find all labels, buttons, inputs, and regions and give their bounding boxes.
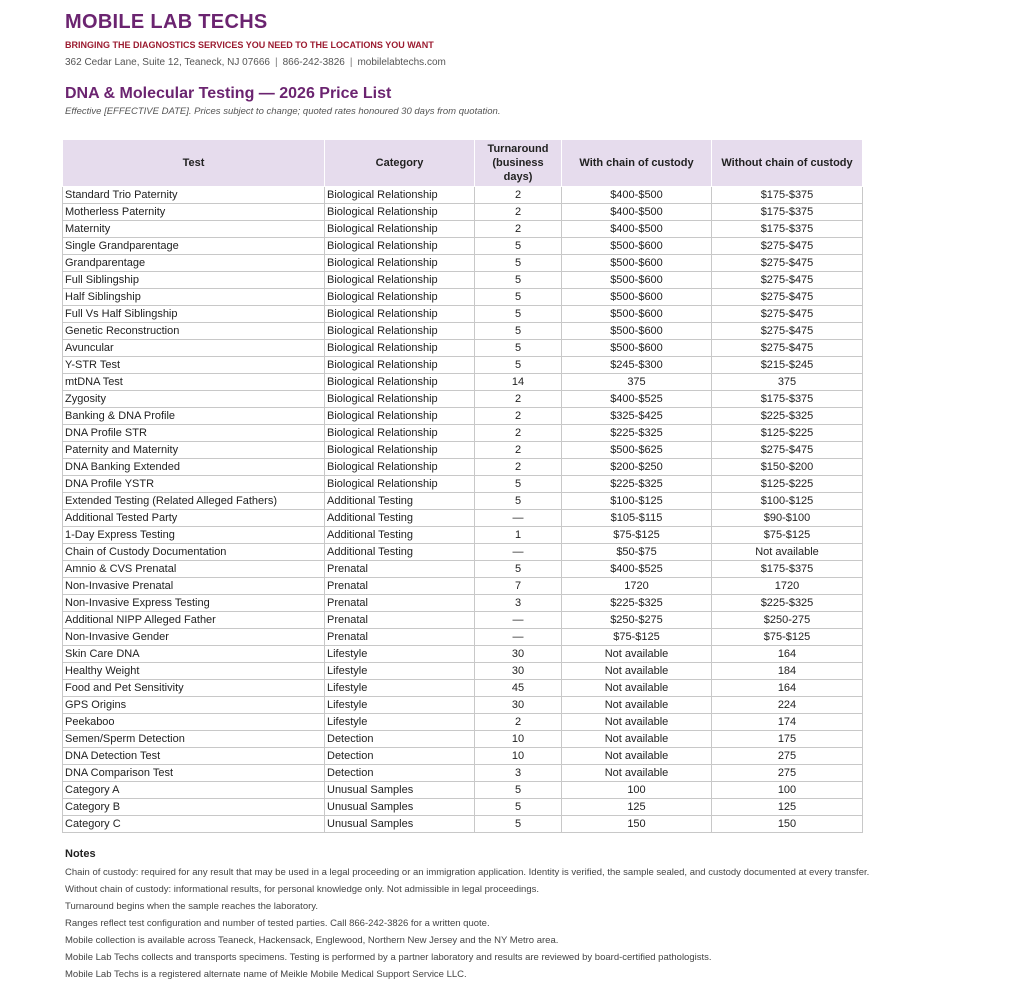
table-header-row [63, 140, 863, 187]
test-name-cell: Non-Invasive Prenatal [63, 578, 325, 595]
without-chain-of-custody-price-cell: 174 [712, 714, 863, 731]
category-cell: Prenatal [325, 595, 475, 612]
table-row [63, 646, 863, 663]
contact-line [65, 56, 1025, 69]
turnaround-cell: 30 [475, 646, 562, 663]
without-chain-of-custody-price-cell: $125-$225 [712, 476, 863, 493]
turnaround-cell: 5 [475, 340, 562, 357]
category-cell: Unusual Samples [325, 782, 475, 799]
turnaround-cell: 2 [475, 459, 562, 476]
without-chain-of-custody-price-cell: $275-$475 [712, 238, 863, 255]
category-cell: Detection [325, 748, 475, 765]
turnaround-cell: — [475, 629, 562, 646]
test-name-cell: GPS Origins [63, 697, 325, 714]
test-name-cell: Full Siblingship [63, 272, 325, 289]
category-cell: Detection [325, 765, 475, 782]
category-cell: Additional Testing [325, 544, 475, 561]
with-chain-of-custody-price-cell: 375 [562, 374, 712, 391]
with-chain-of-custody-price-cell: 100 [562, 782, 712, 799]
table-row [63, 595, 863, 612]
with-chain-of-custody-price-cell: $400-$525 [562, 561, 712, 578]
category-cell: Unusual Samples [325, 816, 475, 833]
with-chain-of-custody-price-cell: Not available [562, 663, 712, 680]
test-name-cell: Avuncular [63, 340, 325, 357]
website-link[interactable]: mobilelabtechs.com [357, 57, 446, 68]
test-name-cell: Category C [63, 816, 325, 833]
turnaround-cell: 30 [475, 697, 562, 714]
without-chain-of-custody-price-cell: 150 [712, 816, 863, 833]
with-chain-of-custody-price-cell: $400-$500 [562, 221, 712, 238]
without-chain-of-custody-price-cell: $275-$475 [712, 255, 863, 272]
table-row [63, 731, 863, 748]
letterhead [65, 10, 1025, 118]
category-cell: Biological Relationship [325, 408, 475, 425]
without-chain-of-custody-price-cell: 375 [712, 374, 863, 391]
test-name-cell: Half Siblingship [63, 289, 325, 306]
test-name-cell: Non-Invasive Express Testing [63, 595, 325, 612]
turnaround-cell: 2 [475, 425, 562, 442]
table-row [63, 476, 863, 493]
with-chain-of-custody-price-cell: $100-$125 [562, 493, 712, 510]
test-name-cell: Standard Trio Paternity [63, 187, 325, 204]
note-item: Turnaround begins when the sample reaches the laboratory. [65, 901, 318, 912]
turnaround-cell: 5 [475, 782, 562, 799]
turnaround-cell: 45 [475, 680, 562, 697]
category-cell: Biological Relationship [325, 357, 475, 374]
table-row [63, 442, 863, 459]
turnaround-cell: 2 [475, 714, 562, 731]
category-cell: Prenatal [325, 612, 475, 629]
table-row [63, 289, 863, 306]
column-header-turnaround: Turnaround (business days) [475, 140, 562, 187]
category-cell: Prenatal [325, 561, 475, 578]
category-cell: Biological Relationship [325, 306, 475, 323]
without-chain-of-custody-price-cell: $175-$375 [712, 187, 863, 204]
turnaround-cell: 2 [475, 442, 562, 459]
without-chain-of-custody-price-cell: $75-$125 [712, 629, 863, 646]
column-header-with-chain-of-custody: With chain of custody [562, 140, 712, 187]
with-chain-of-custody-price-cell: $500-$600 [562, 289, 712, 306]
turnaround-cell: 2 [475, 408, 562, 425]
turnaround-cell: 5 [475, 476, 562, 493]
test-name-cell: Additional NIPP Alleged Father [63, 612, 325, 629]
table-row [63, 391, 863, 408]
with-chain-of-custody-price-cell: $500-$600 [562, 238, 712, 255]
test-name-cell: mtDNA Test [63, 374, 325, 391]
without-chain-of-custody-price-cell: $275-$475 [712, 340, 863, 357]
turnaround-cell: 2 [475, 204, 562, 221]
with-chain-of-custody-price-cell: 125 [562, 799, 712, 816]
with-chain-of-custody-price-cell: $225-$325 [562, 476, 712, 493]
note-item: Ranges reflect test configuration and number of tested parties. Call 866-242-3826 for a written quote. [65, 918, 490, 929]
test-name-cell: Chain of Custody Documentation [63, 544, 325, 561]
without-chain-of-custody-price-cell: 275 [712, 765, 863, 782]
table-row [63, 459, 863, 476]
note-item: Mobile Lab Techs is a registered alternate name of Meikle Mobile Medical Support Service LLC. [65, 969, 467, 980]
table-row [63, 221, 863, 238]
turnaround-cell: 14 [475, 374, 562, 391]
turnaround-cell: 5 [475, 816, 562, 833]
notes-section [65, 847, 1025, 983]
with-chain-of-custody-price-cell: Not available [562, 697, 712, 714]
without-chain-of-custody-price-cell: 275 [712, 748, 863, 765]
with-chain-of-custody-price-cell: $225-$325 [562, 425, 712, 442]
notes-list [65, 864, 1025, 983]
table-row [63, 340, 863, 357]
test-name-cell: DNA Profile STR [63, 425, 325, 442]
without-chain-of-custody-price-cell: $175-$375 [712, 561, 863, 578]
category-cell: Additional Testing [325, 493, 475, 510]
turnaround-cell: 5 [475, 255, 562, 272]
separator: | [274, 57, 278, 68]
table-row [63, 782, 863, 799]
without-chain-of-custody-price-cell: $150-$200 [712, 459, 863, 476]
test-name-cell: DNA Detection Test [63, 748, 325, 765]
turnaround-cell: 3 [475, 595, 562, 612]
test-name-cell: Y-STR Test [63, 357, 325, 374]
category-cell: Prenatal [325, 629, 475, 646]
with-chain-of-custody-price-cell: Not available [562, 646, 712, 663]
company-tagline: BRINGING THE DIAGNOSTICS SERVICES YOU NEED TO THE LOCATIONS YOU WANT [65, 40, 434, 50]
without-chain-of-custody-price-cell: $215-$245 [712, 357, 863, 374]
table-row [63, 697, 863, 714]
table-row [63, 357, 863, 374]
without-chain-of-custody-price-cell: $125-$225 [712, 425, 863, 442]
test-name-cell: Zygosity [63, 391, 325, 408]
turnaround-cell: 5 [475, 306, 562, 323]
test-name-cell: Grandparentage [63, 255, 325, 272]
table-row [63, 204, 863, 221]
category-cell: Additional Testing [325, 510, 475, 527]
test-name-cell: Additional Tested Party [63, 510, 325, 527]
category-cell: Biological Relationship [325, 221, 475, 238]
test-name-cell: Skin Care DNA [63, 646, 325, 663]
table-row [63, 527, 863, 544]
turnaround-cell: 2 [475, 221, 562, 238]
note-item: Mobile collection is available across Teaneck, Hackensack, Englewood, Northern New Jersey and the NY Metro area. [65, 935, 559, 946]
test-name-cell: Extended Testing (Related Alleged Fathers) [63, 493, 325, 510]
table-row [63, 323, 863, 340]
test-name-cell: 1-Day Express Testing [63, 527, 325, 544]
with-chain-of-custody-price-cell: $500-$600 [562, 255, 712, 272]
test-name-cell: DNA Profile YSTR [63, 476, 325, 493]
without-chain-of-custody-price-cell: 164 [712, 646, 863, 663]
category-cell: Biological Relationship [325, 425, 475, 442]
document-subtitle: Effective [EFFECTIVE DATE]. Prices subject to change; quoted rates honoured 30 days from quotation. [65, 106, 501, 117]
turnaround-cell: — [475, 544, 562, 561]
turnaround-cell: 5 [475, 493, 562, 510]
with-chain-of-custody-price-cell: Not available [562, 748, 712, 765]
table-row [63, 510, 863, 527]
note-item: Without chain of custody: informational results, for personal knowledge only. Not admissible in legal proceedings. [65, 884, 540, 895]
test-name-cell: Peekaboo [63, 714, 325, 731]
turnaround-cell: 2 [475, 187, 562, 204]
test-name-cell: Motherless Paternity [63, 204, 325, 221]
without-chain-of-custody-price-cell: 224 [712, 697, 863, 714]
table-row [63, 629, 863, 646]
with-chain-of-custody-price-cell: 150 [562, 816, 712, 833]
without-chain-of-custody-price-cell: $100-$125 [712, 493, 863, 510]
table-row [63, 578, 863, 595]
notes-title: Notes [65, 848, 96, 860]
note-item: Chain of custody: required for any result that may be used in a legal proceeding or an immigration application. Identity is verified, the sample sealed, and custody documented at every transfer. [65, 867, 870, 878]
category-cell: Biological Relationship [325, 272, 475, 289]
without-chain-of-custody-price-cell: $175-$375 [712, 221, 863, 238]
without-chain-of-custody-price-cell: $225-$325 [712, 595, 863, 612]
with-chain-of-custody-price-cell: $250-$275 [562, 612, 712, 629]
table-row [63, 306, 863, 323]
with-chain-of-custody-price-cell: 1720 [562, 578, 712, 595]
document-title: DNA & Molecular Testing — 2026 Price List [65, 85, 392, 102]
with-chain-of-custody-price-cell: $500-$600 [562, 323, 712, 340]
note-item: Mobile Lab Techs collects and transports specimens. Testing is performed by a partner laboratory and results are reviewed by board-certified pathologists. [65, 952, 712, 963]
table-row [63, 272, 863, 289]
turnaround-cell: 5 [475, 799, 562, 816]
turnaround-cell: — [475, 612, 562, 629]
category-cell: Biological Relationship [325, 204, 475, 221]
without-chain-of-custody-price-cell: $90-$100 [712, 510, 863, 527]
table-row [63, 408, 863, 425]
turnaround-cell: 5 [475, 357, 562, 374]
without-chain-of-custody-price-cell: 184 [712, 663, 863, 680]
test-name-cell: Amnio & CVS Prenatal [63, 561, 325, 578]
turnaround-cell: 5 [475, 289, 562, 306]
without-chain-of-custody-price-cell: $275-$475 [712, 289, 863, 306]
without-chain-of-custody-price-cell: $75-$125 [712, 527, 863, 544]
category-cell: Additional Testing [325, 527, 475, 544]
table-row [63, 612, 863, 629]
table-row [63, 374, 863, 391]
company-name: MOBILE LAB TECHS [65, 11, 268, 33]
price-table [62, 139, 863, 833]
turnaround-cell: 10 [475, 731, 562, 748]
category-cell: Prenatal [325, 578, 475, 595]
with-chain-of-custody-price-cell: $400-$500 [562, 187, 712, 204]
test-name-cell: Non-Invasive Gender [63, 629, 325, 646]
phone-number: 866-242-3826 [282, 57, 345, 68]
without-chain-of-custody-price-cell: 175 [712, 731, 863, 748]
with-chain-of-custody-price-cell: $50-$75 [562, 544, 712, 561]
with-chain-of-custody-price-cell: $75-$125 [562, 527, 712, 544]
category-cell: Biological Relationship [325, 255, 475, 272]
test-name-cell: Banking & DNA Profile [63, 408, 325, 425]
table-row [63, 799, 863, 816]
category-cell: Lifestyle [325, 663, 475, 680]
table-row [63, 255, 863, 272]
with-chain-of-custody-price-cell: $75-$125 [562, 629, 712, 646]
with-chain-of-custody-price-cell: $245-$300 [562, 357, 712, 374]
turnaround-cell: 30 [475, 663, 562, 680]
category-cell: Biological Relationship [325, 391, 475, 408]
with-chain-of-custody-price-cell: Not available [562, 680, 712, 697]
category-cell: Biological Relationship [325, 238, 475, 255]
without-chain-of-custody-price-cell: $175-$375 [712, 204, 863, 221]
table-row [63, 714, 863, 731]
without-chain-of-custody-price-cell: $275-$475 [712, 442, 863, 459]
test-name-cell: Single Grandparentage [63, 238, 325, 255]
turnaround-cell: 1 [475, 527, 562, 544]
with-chain-of-custody-price-cell: Not available [562, 714, 712, 731]
without-chain-of-custody-price-cell: $275-$475 [712, 306, 863, 323]
category-cell: Detection [325, 731, 475, 748]
with-chain-of-custody-price-cell: $500-$625 [562, 442, 712, 459]
category-cell: Unusual Samples [325, 799, 475, 816]
with-chain-of-custody-price-cell: $400-$525 [562, 391, 712, 408]
price-table-body [63, 187, 863, 833]
category-cell: Biological Relationship [325, 442, 475, 459]
test-name-cell: Semen/Sperm Detection [63, 731, 325, 748]
category-cell: Biological Relationship [325, 476, 475, 493]
table-row [63, 544, 863, 561]
table-row [63, 187, 863, 204]
category-cell: Biological Relationship [325, 289, 475, 306]
test-name-cell: Full Vs Half Siblingship [63, 306, 325, 323]
with-chain-of-custody-price-cell: $500-$600 [562, 306, 712, 323]
category-cell: Biological Relationship [325, 187, 475, 204]
without-chain-of-custody-price-cell: $275-$475 [712, 323, 863, 340]
column-header-category: Category [325, 140, 475, 187]
table-row [63, 765, 863, 782]
with-chain-of-custody-price-cell: Not available [562, 731, 712, 748]
category-cell: Lifestyle [325, 697, 475, 714]
turnaround-cell: 5 [475, 561, 562, 578]
test-name-cell: DNA Banking Extended [63, 459, 325, 476]
turnaround-cell: 3 [475, 765, 562, 782]
table-row [63, 493, 863, 510]
with-chain-of-custody-price-cell: $225-$325 [562, 595, 712, 612]
table-row [63, 238, 863, 255]
table-row [63, 816, 863, 833]
category-cell: Lifestyle [325, 646, 475, 663]
with-chain-of-custody-price-cell: $105-$115 [562, 510, 712, 527]
without-chain-of-custody-price-cell: $250-275 [712, 612, 863, 629]
test-name-cell: Genetic Reconstruction [63, 323, 325, 340]
without-chain-of-custody-price-cell: $175-$375 [712, 391, 863, 408]
test-name-cell: Category B [63, 799, 325, 816]
category-cell: Lifestyle [325, 714, 475, 731]
table-row [63, 748, 863, 765]
separator: | [349, 57, 353, 68]
category-cell: Biological Relationship [325, 323, 475, 340]
without-chain-of-custody-price-cell: Not available [712, 544, 863, 561]
test-name-cell: DNA Comparison Test [63, 765, 325, 782]
table-row [63, 680, 863, 697]
with-chain-of-custody-price-cell: $500-$600 [562, 340, 712, 357]
turnaround-cell: 5 [475, 238, 562, 255]
without-chain-of-custody-price-cell: 100 [712, 782, 863, 799]
test-name-cell: Maternity [63, 221, 325, 238]
without-chain-of-custody-price-cell: 125 [712, 799, 863, 816]
without-chain-of-custody-price-cell: $275-$475 [712, 272, 863, 289]
column-header-test: Test [63, 140, 325, 187]
with-chain-of-custody-price-cell: $200-$250 [562, 459, 712, 476]
test-name-cell: Food and Pet Sensitivity [63, 680, 325, 697]
without-chain-of-custody-price-cell: $225-$325 [712, 408, 863, 425]
turnaround-cell: 7 [475, 578, 562, 595]
with-chain-of-custody-price-cell: $400-$500 [562, 204, 712, 221]
category-cell: Biological Relationship [325, 374, 475, 391]
turnaround-cell: 10 [475, 748, 562, 765]
test-name-cell: Healthy Weight [63, 663, 325, 680]
turnaround-cell: 2 [475, 391, 562, 408]
with-chain-of-custody-price-cell: $500-$600 [562, 272, 712, 289]
address: 362 Cedar Lane, Suite 12, Teaneck, NJ 07666 [65, 57, 270, 68]
without-chain-of-custody-price-cell: 164 [712, 680, 863, 697]
table-row [63, 425, 863, 442]
with-chain-of-custody-price-cell: $325-$425 [562, 408, 712, 425]
test-name-cell: Category A [63, 782, 325, 799]
turnaround-cell: — [475, 510, 562, 527]
category-cell: Lifestyle [325, 680, 475, 697]
category-cell: Biological Relationship [325, 459, 475, 476]
category-cell: Biological Relationship [325, 340, 475, 357]
column-header-without-chain-of-custody: Without chain of custody [712, 140, 863, 187]
test-name-cell: Paternity and Maternity [63, 442, 325, 459]
turnaround-cell: 5 [475, 323, 562, 340]
table-row [63, 663, 863, 680]
without-chain-of-custody-price-cell: 1720 [712, 578, 863, 595]
with-chain-of-custody-price-cell: Not available [562, 765, 712, 782]
table-row [63, 561, 863, 578]
turnaround-cell: 5 [475, 272, 562, 289]
